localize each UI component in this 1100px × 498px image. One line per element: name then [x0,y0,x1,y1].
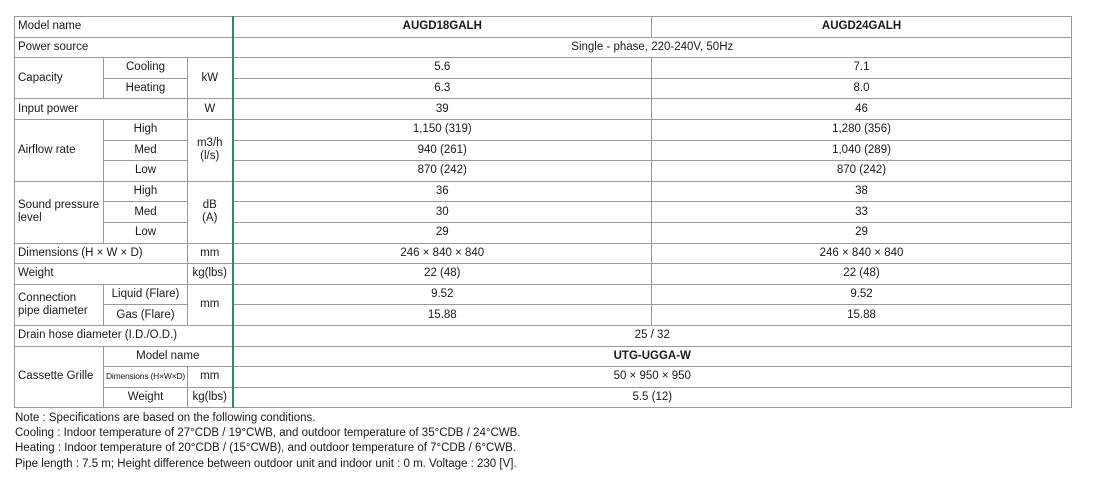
model2-header: AUGD24GALH [652,17,1072,38]
airflow-high-label: High [104,119,188,140]
weight-label: Weight [15,264,188,285]
airflow-unit [188,119,233,181]
capacity-heating-model2: 8.0 [652,78,1072,99]
weight-model1: 22 (48) [233,264,652,285]
row-connection-liquid [15,284,1072,305]
sound-unit-line2: (A) [202,212,218,225]
cassette-grille-label: Cassette Grille [15,346,104,408]
sound-low-label: Low [104,222,188,243]
power-source-value: Single - phase, 220-240V, 50Hz [233,37,1072,58]
dimensions-model2: 246 × 840 × 840 [652,243,1072,264]
notes-section [15,411,520,472]
row-weight [15,264,1072,285]
airflow-high-model1: 1,150 (319) [233,119,652,140]
grille-weight-unit: kg(lbs) [188,387,233,408]
connection-gas-model1: 15.88 [233,305,652,326]
weight-model2: 22 (48) [652,264,1072,285]
dimensions-label: Dimensions (H × W × D) [15,243,188,264]
row-capacity-heating [15,78,1072,99]
airflow-med-model2: 1,040 (289) [652,140,1072,161]
weight-unit: kg(lbs) [188,264,233,285]
sound-high-model1: 36 [233,181,652,202]
input-power-model2: 46 [652,99,1072,120]
airflow-low-label: Low [104,161,188,182]
airflow-unit-line1: m3/h [196,137,223,150]
sound-low-model2: 29 [652,222,1072,243]
capacity-label: Capacity [15,58,104,99]
note-line: Cooling : Indoor temperature of 27°CDB / 19°CWB, and outdoor temperature of 35°CDB / 24°CWB. [15,427,521,440]
row-sound-low [15,222,1072,243]
connection-gas-model2: 15.88 [652,305,1072,326]
sound-med-model2: 33 [652,202,1072,223]
capacity-cooling-model2: 7.1 [652,58,1072,79]
grille-weight-value: 5.5 (12) [233,387,1072,408]
row-airflow-high [15,119,1072,140]
drain-hose-label: Drain hose diameter (I.D./O.D.) [15,325,233,346]
grille-dimensions-label: Dimensions (H×W×D) [104,367,188,388]
airflow-high-model2: 1,280 (356) [652,119,1072,140]
note-line: Note : Specifications are based on the following conditions. [15,412,316,424]
row-airflow-med [15,140,1072,161]
sound-unit [188,181,233,243]
sound-high-model2: 38 [652,181,1072,202]
sound-unit-line1: dB [202,198,217,211]
sound-med-label: Med [104,202,188,223]
airflow-label: Airflow rate [15,119,104,181]
grille-dimensions-value: 50 × 950 × 950 [233,367,1072,388]
grille-dimensions-unit: mm [188,367,233,388]
grille-model-label: Model name [104,346,233,367]
model-name-label: Model name [15,17,233,38]
airflow-low-model1: 870 (242) [233,161,652,182]
capacity-cooling-label: Cooling [104,58,188,79]
sound-label: Sound pressure level [15,181,104,243]
note-line: Pipe length : 7.5 m; Height difference between outdoor unit and indoor unit : 0 m. Voltage : 230 [V]. [15,457,517,470]
input-power-label: Input power [15,99,188,120]
row-input-power [15,99,1072,120]
capacity-heating-model1: 6.3 [233,78,652,99]
airflow-med-label: Med [104,140,188,161]
sound-med-model1: 30 [233,202,652,223]
connection-gas-label: Gas (Flare) [104,305,188,326]
grille-model-value: UTG-UGGA-W [233,346,1072,367]
connection-label: Connection pipe diameter [15,284,104,325]
capacity-heating-label: Heating [104,78,188,99]
airflow-unit-line2: (l/s) [200,150,220,163]
airflow-med-model1: 940 (261) [233,140,652,161]
row-grille-dimensions [15,367,1072,388]
capacity-unit: kW [188,58,233,99]
airflow-low-model2: 870 (242) [652,161,1072,182]
row-grille-model [15,346,1072,367]
specification-table [14,16,1072,408]
row-power-source [15,37,1072,58]
grille-weight-label: Weight [104,387,188,408]
sound-high-label: High [104,181,188,202]
row-dimensions [15,243,1072,264]
sound-low-model1: 29 [233,222,652,243]
model1-header: AUGD18GALH [233,17,652,38]
row-sound-high [15,181,1072,202]
connection-liquid-model2: 9.52 [652,284,1072,305]
row-capacity-cooling [15,58,1072,79]
input-power-unit: W [188,99,233,120]
input-power-model1: 39 [233,99,652,120]
dimensions-model1: 246 × 840 × 840 [233,243,652,264]
drain-hose-value: 25 / 32 [233,325,1072,346]
connection-liquid-model1: 9.52 [233,284,652,305]
connection-liquid-label: Liquid (Flare) [104,284,188,305]
row-grille-weight [15,387,1072,408]
row-sound-med [15,202,1072,223]
note-line: Heating : Indoor temperature of 20°CDB / (15°CWB), and outdoor temperature of 7°CDB / 6°CWB. [15,442,516,455]
row-drain-hose [15,325,1072,346]
row-airflow-low [15,161,1072,182]
power-source-label: Power source [15,37,233,58]
connection-unit: mm [188,284,233,325]
capacity-cooling-model1: 5.6 [233,58,652,79]
row-connection-gas [15,305,1072,326]
row-model-name [15,17,1072,38]
dimensions-unit: mm [188,243,233,264]
